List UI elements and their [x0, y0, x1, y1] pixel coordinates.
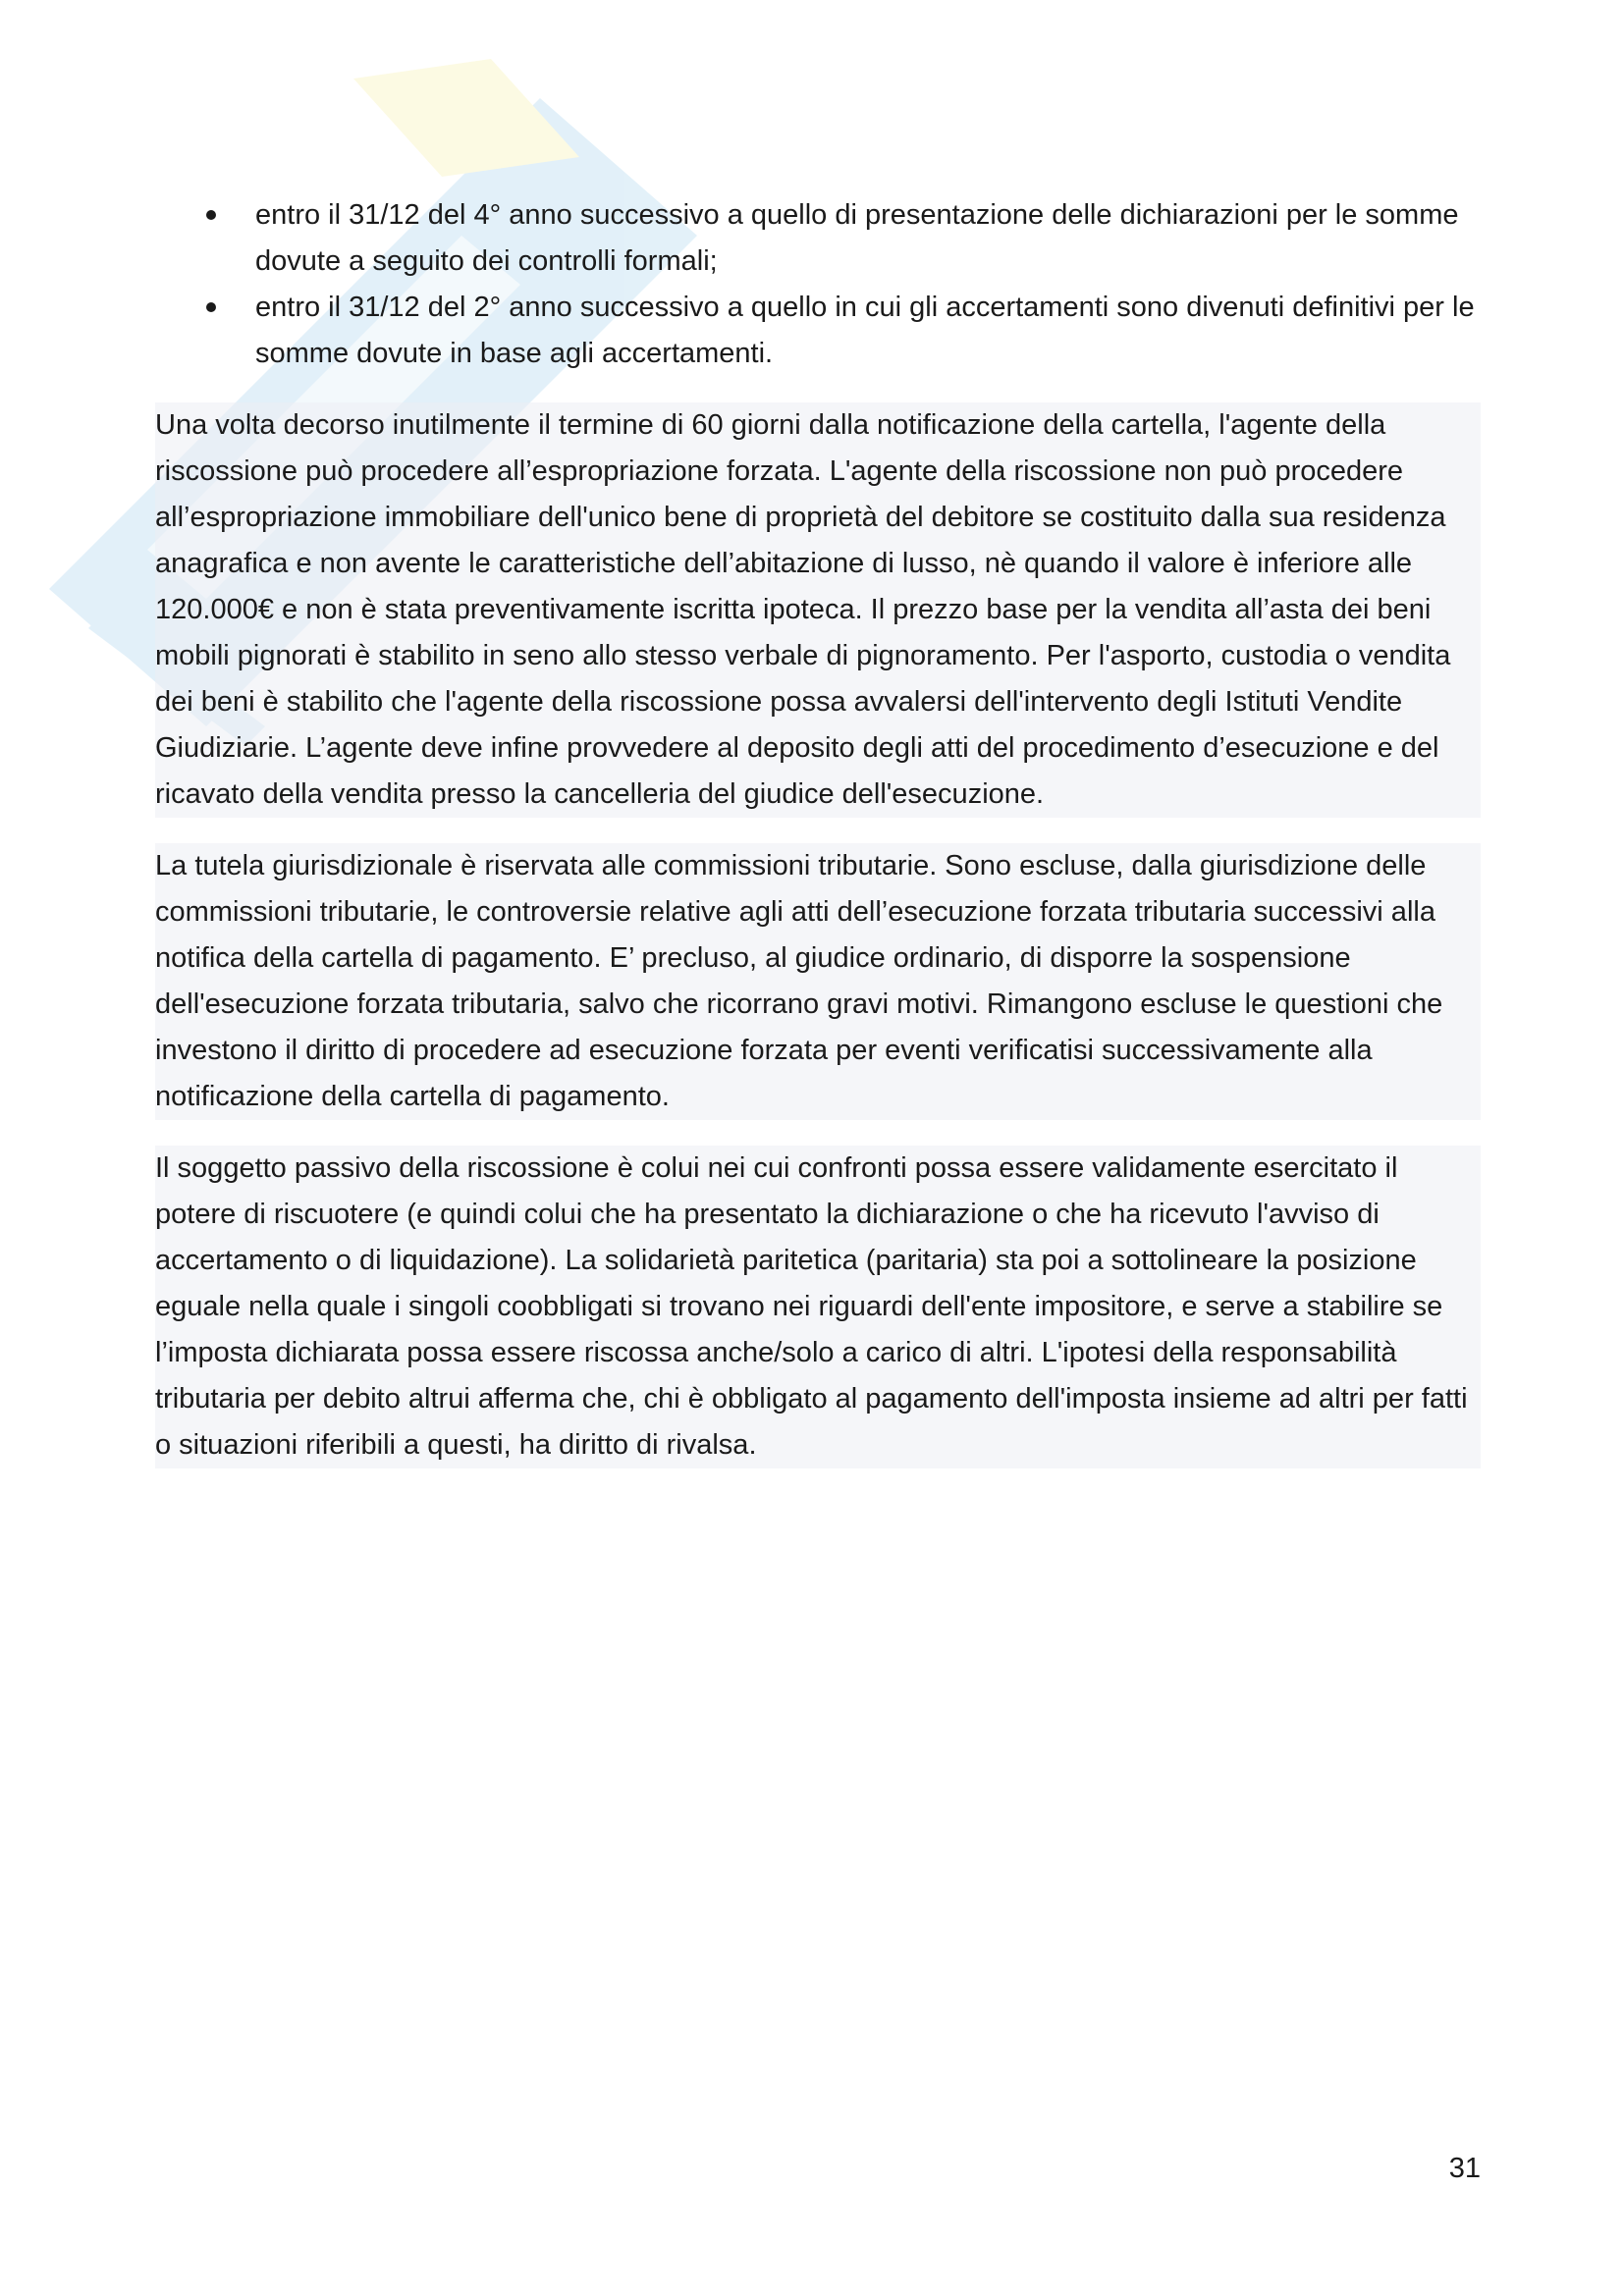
paragraph-riscossione-espropriazione: Una volta decorso inutilmente il termine di 60 giorni dalla notificazione della cartella, l'agente della riscossione può procedere all’espropriazione forzata. L'agente della riscossione non può procedere all’espropriazione immobiliare dell'unico bene di proprietà del debitore se costituito dalla sua residenza anagrafica e non avente le caratteristiche dell’abitazione di lusso, nè quando il valore è inferiore alle 120.000€ e non è stata preventivamente iscritta ipoteca. Il prezzo base per la vendita all’asta dei beni mobili pignorati è stabilito in seno allo stesso verbale di pignoramento. Per l'asporto, custodia o vendita dei beni è stabilito che l'agente della riscossione possa avvalersi dell'intervento degli Istituti Vendite Giudiziarie. L’agente deve infine provvedere al deposito degli atti del procedimento d’esecuzione e del ricavato della vendita presso la cancelleria del giudice dell'esecuzione.: [155, 402, 1481, 818]
bullet-text: entro il 31/12 del 4° anno successivo a quello di presentazione delle dichiarazioni per le somme dovute a seguito dei controlli formali;: [255, 199, 1459, 277]
page-number: 31: [1448, 2153, 1481, 2184]
bullet-icon: [206, 302, 216, 312]
list-item: [155, 192, 1481, 285]
bullet-list: [155, 192, 1481, 377]
bullet-text: entro il 31/12 del 2° anno successivo a quello in cui gli accertamenti sono divenuti definitivi per le somme dovute in base agli accertamenti.: [255, 292, 1475, 369]
list-item: [155, 285, 1481, 377]
page-content: [155, 192, 1481, 1494]
paragraph-soggetto-passivo: Il soggetto passivo della riscossione è colui nei cui confronti possa essere validamente esercitato il potere di riscuotere (e quindi colui che ha presentato la dichiarazione o che ha ricevuto l'avviso di accertamento o di liquidazione). La solidarietà paritetica (paritaria) sta poi a sottolineare la posizione eguale nella quale i singoli coobbligati si trovano nei riguardi dell'ente impositore, e serve a stabilire se l’imposta dichiarata possa essere riscossa anche/solo a carico di altri. L'ipotesi della responsabilità tributaria per debito altrui afferma che, chi è obbligato al pagamento dell'imposta insieme ad altri per fatti o situazioni riferibili a questi, ha diritto di rivalsa.: [155, 1146, 1481, 1468]
paragraph-tutela-giurisdizionale: La tutela giurisdizionale è riservata alle commissioni tributarie. Sono escluse, dalla giurisdizione delle commissioni tributarie, le controversie relative agli atti dell’esecuzione forzata tributaria successivi alla notifica della cartella di pagamento. E’ precluso, al giudice ordinario, di disporre la sospensione dell'esecuzione forzata tributaria, salvo che ricorrano gravi motivi. Rimangono escluse le questioni che investono il diritto di procedere ad esecuzione forzata per eventi verificatisi successivamente alla notificazione della cartella di pagamento.: [155, 843, 1481, 1120]
bullet-icon: [206, 210, 216, 220]
